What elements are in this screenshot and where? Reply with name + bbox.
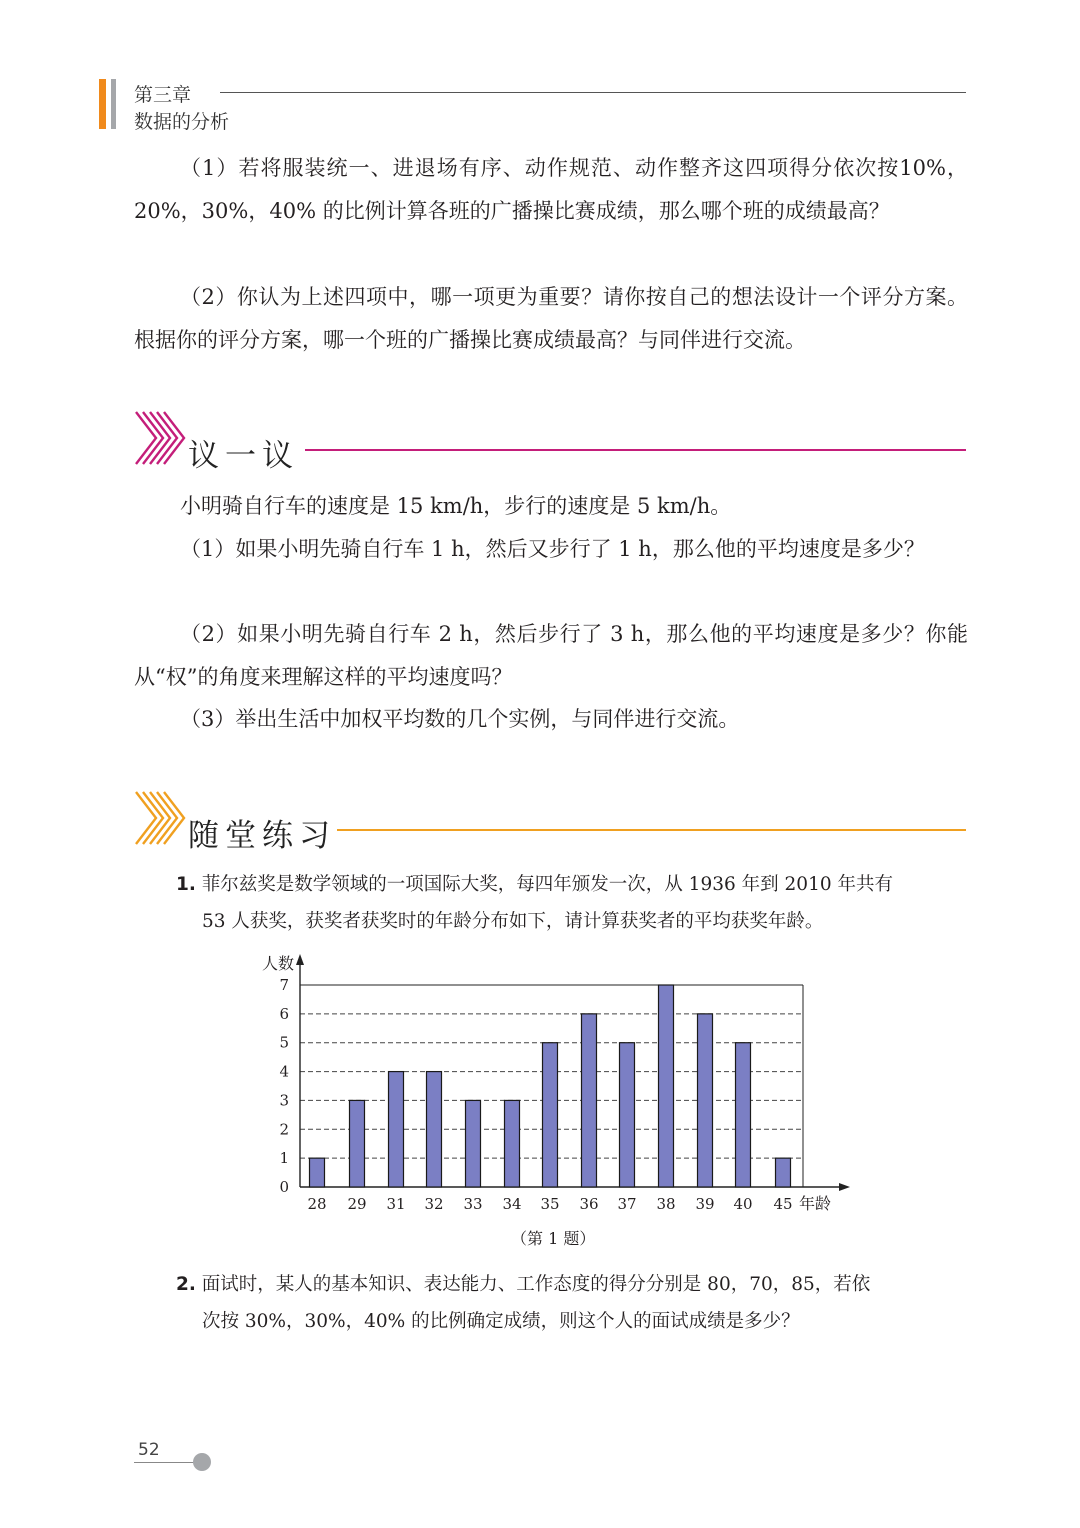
x-tick-label: 36 bbox=[579, 1195, 599, 1213]
exercise-1-line-1: 菲尔兹奖是数学领域的一项国际大奖，每四年颁发一次，从 1936 年到 2010 年共有 bbox=[201, 874, 893, 895]
bar bbox=[776, 1158, 791, 1187]
chapter-label: 第三章 bbox=[134, 84, 192, 106]
x-tick-label: 32 bbox=[424, 1195, 444, 1213]
intro-question-2: （2）你认为上述四项中，哪一项更为重要？请你按自己的想法设计一个评分方案。根据你的评分方案，哪一个班的广播操比赛成绩最高？与同伴进行交流。 bbox=[134, 285, 968, 352]
y-tick-label: 3 bbox=[279, 1091, 289, 1110]
y-tick-label: 2 bbox=[279, 1120, 289, 1139]
bar bbox=[505, 1100, 520, 1187]
y-tick-label: 7 bbox=[279, 976, 289, 994]
x-tick-label: 45 bbox=[773, 1195, 793, 1213]
exercise-2 bbox=[176, 1266, 968, 1340]
exercise-1-line-2: 53 人获奖，获奖者获奖时的年龄分布如下，请计算获奖者的平均获奖年龄。 bbox=[202, 911, 824, 932]
y-tick-label: 5 bbox=[279, 1033, 289, 1052]
y-tick-label: 1 bbox=[279, 1149, 289, 1168]
x-tick-label: 40 bbox=[733, 1195, 753, 1213]
discuss-question-2: （2）如果小明先骑自行车 2 h，然后步行了 3 h，那么他的平均速度是多少？你能从“权”的角度来理解这样的平均速度吗？ bbox=[134, 622, 968, 689]
y-axis-label: 人数 bbox=[261, 954, 294, 973]
y-tick-label: 4 bbox=[279, 1062, 289, 1081]
practice-rule bbox=[337, 829, 966, 831]
bar bbox=[427, 1072, 442, 1187]
chapter-subtitle: 数据的分析 bbox=[134, 111, 230, 133]
footer-rule bbox=[134, 1462, 196, 1463]
intro-question-1: （1）若将服装统一、进退场有序、动作规范、动作整齐这四项得分依次按10%，20%，30%，40% 的比例计算各班的广播操比赛成绩，那么哪个班的成绩最高？ bbox=[134, 156, 968, 223]
x-tick-label: 34 bbox=[502, 1195, 522, 1213]
x-tick-label: 39 bbox=[695, 1195, 715, 1213]
bar bbox=[582, 1014, 597, 1187]
discuss-question-3: （3）举出生活中加权平均数的几个实例，与同伴进行交流。 bbox=[180, 707, 740, 731]
x-tick-label: 33 bbox=[463, 1195, 483, 1213]
y-tick-label: 6 bbox=[279, 1004, 289, 1023]
x-tick-label: 35 bbox=[540, 1195, 560, 1213]
header-accent-bar-grey bbox=[111, 79, 116, 129]
bar bbox=[698, 1014, 713, 1187]
bar bbox=[466, 1100, 481, 1187]
exercise-2-line-1: 面试时，某人的基本知识、表达能力、工作态度的得分分别是 80，70，85，若依 bbox=[201, 1274, 871, 1295]
practice-chevron-icon bbox=[130, 788, 186, 848]
x-axis-arrow bbox=[839, 1183, 850, 1191]
page-number: 52 bbox=[138, 1440, 160, 1460]
x-tick-label: 28 bbox=[307, 1195, 327, 1213]
x-tick-label: 31 bbox=[386, 1195, 406, 1213]
exercise-1-number: 1. bbox=[176, 874, 196, 895]
exercise-2-number: 2. bbox=[176, 1274, 196, 1295]
bar bbox=[310, 1158, 325, 1187]
y-axis-arrow bbox=[296, 954, 304, 965]
x-tick-label: 37 bbox=[617, 1195, 637, 1213]
age-distribution-chart bbox=[250, 950, 870, 1220]
x-tick-label: 38 bbox=[656, 1195, 676, 1213]
x-axis-label: 年龄 bbox=[799, 1194, 832, 1213]
exercise-2-line-2: 次按 30%，30%，40% 的比例确定成绩，则这个人的面试成绩是多少？ bbox=[202, 1311, 800, 1332]
exercise-1 bbox=[176, 866, 968, 940]
bar bbox=[389, 1072, 404, 1187]
discuss-title: 议一议 bbox=[188, 438, 299, 474]
bar bbox=[620, 1043, 635, 1187]
discuss-question-1: （1）如果小明先骑自行车 1 h，然后又步行了 1 h，那么他的平均速度是多少？ bbox=[180, 537, 925, 561]
header-accent-bar bbox=[99, 79, 106, 129]
y-tick-label: 0 bbox=[279, 1178, 289, 1196]
practice-title: 随堂练习 bbox=[188, 818, 336, 854]
discuss-lead: 小明骑自行车的速度是 15 km/h，步行的速度是 5 km/h。 bbox=[180, 494, 732, 518]
footer-dot bbox=[193, 1453, 211, 1471]
bar bbox=[659, 985, 674, 1187]
x-tick-label: 29 bbox=[347, 1195, 367, 1213]
discuss-chevron-icon bbox=[130, 408, 186, 468]
bar bbox=[736, 1043, 751, 1187]
chart-caption: （第 1 题） bbox=[511, 1229, 596, 1248]
header-rule bbox=[220, 92, 966, 93]
discuss-rule bbox=[305, 449, 966, 451]
bar bbox=[543, 1043, 558, 1187]
bar bbox=[350, 1100, 365, 1187]
